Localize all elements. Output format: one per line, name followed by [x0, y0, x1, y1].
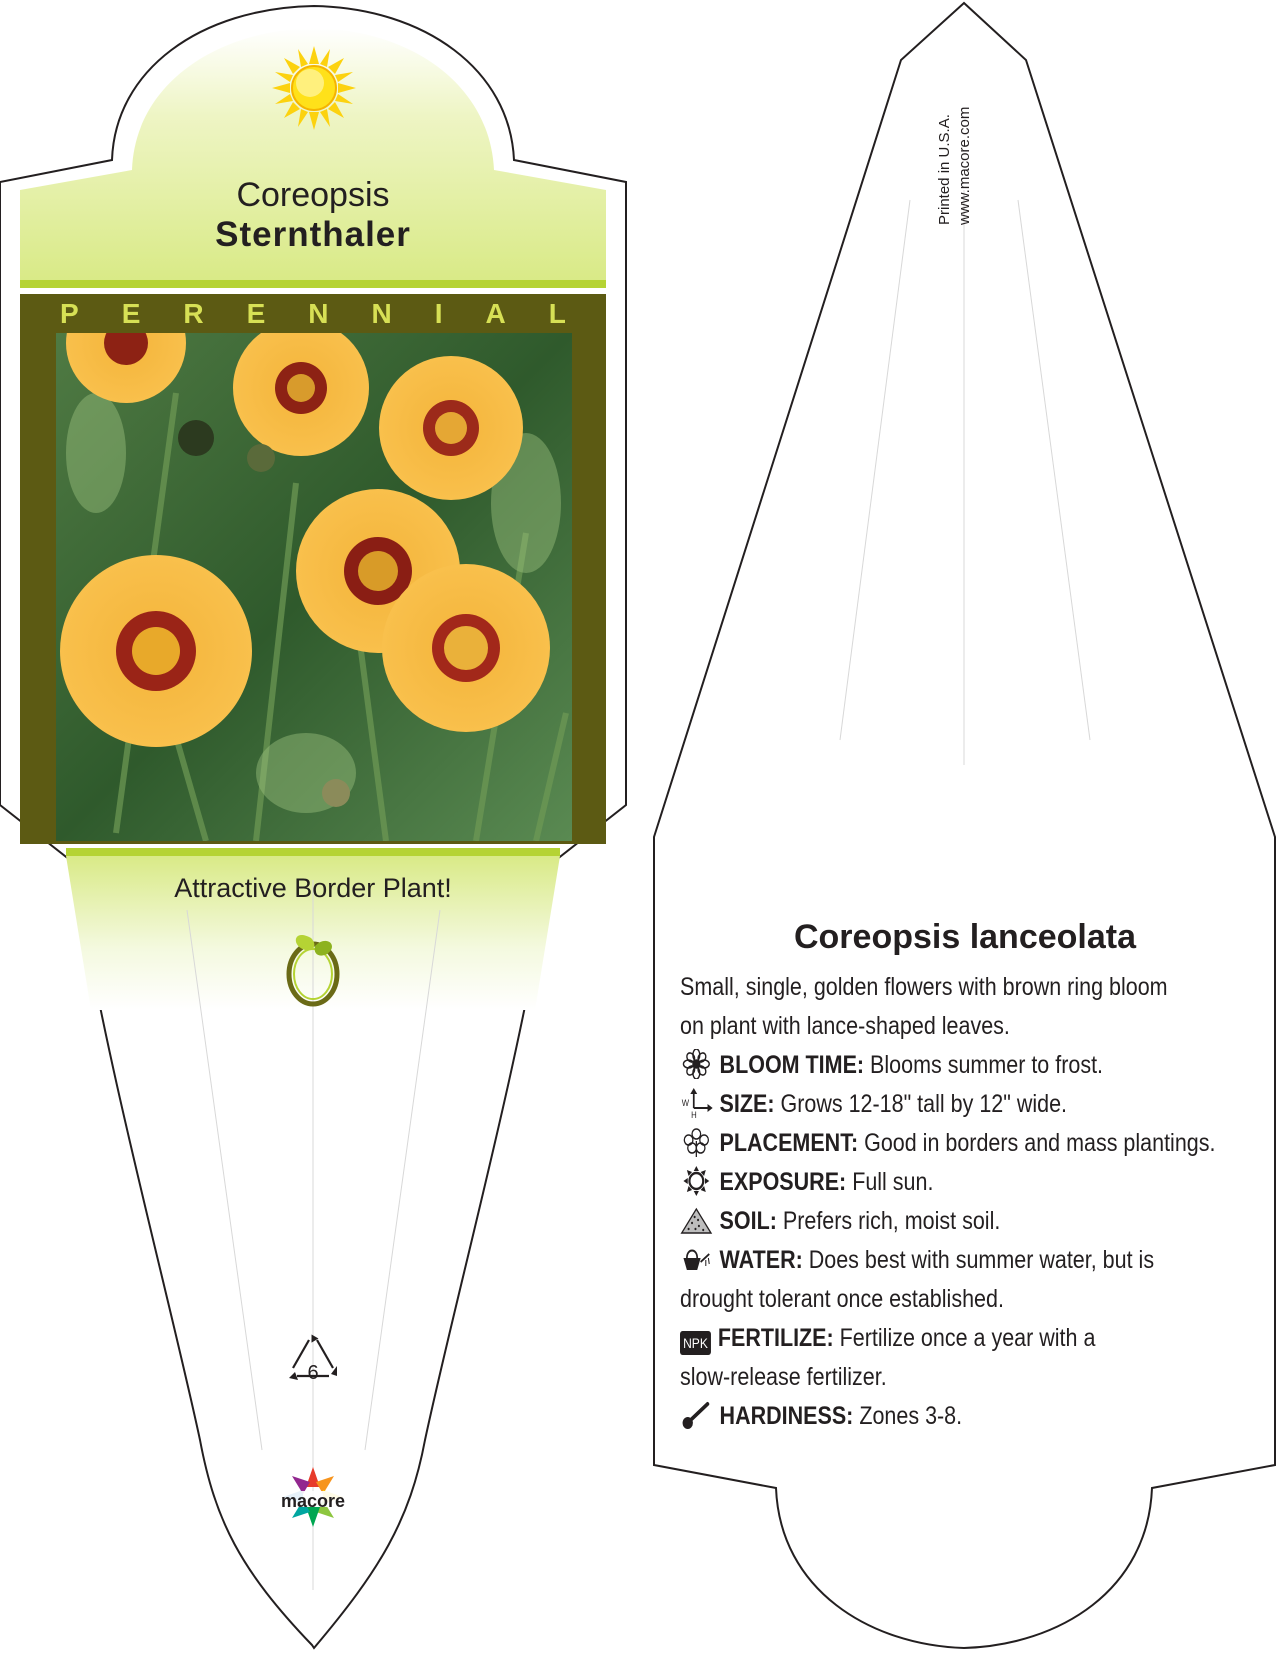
width-marker: W [681, 1097, 690, 1109]
category-label [20, 298, 606, 332]
fertilize-value: Fertilize once a year with a [839, 1324, 1096, 1352]
fertilize-row [680, 1319, 1256, 1358]
category-letter: N [308, 298, 329, 329]
plants-icon [680, 1127, 713, 1157]
printed-in-text: Printed in U.S.A. [936, 114, 953, 225]
soil-label: SOIL: [719, 1207, 777, 1235]
size-row [680, 1085, 1256, 1124]
category-letter: L [548, 298, 566, 329]
placement-label: PLACEMENT: [719, 1129, 859, 1157]
category-letter: A [485, 298, 506, 329]
fertilize-label: FERTILIZE: [717, 1324, 834, 1352]
soil-value: Prefers rich, moist soil. [782, 1207, 1001, 1235]
size-value: Grows 12-18" tall by 12" wide. [780, 1090, 1068, 1118]
species-name: Coreopsis lanceolata [793, 918, 1136, 956]
website-text: www.macore.com [956, 106, 973, 225]
bloom-time-label: BLOOM TIME: [719, 1051, 865, 1079]
height-marker: H [691, 1109, 697, 1118]
fertilize-value-continued: slow-release fertilizer. [680, 1363, 887, 1391]
water-label: WATER: [719, 1246, 803, 1274]
category-letter: I [434, 298, 443, 329]
size-label: SIZE: [719, 1090, 775, 1118]
cultivar-name: Sternthaler [215, 215, 411, 254]
bloom-time-value: Blooms summer to frost. [870, 1051, 1104, 1079]
printer-credit [935, 55, 975, 225]
hardiness-value: Zones 3-8. [859, 1402, 963, 1430]
soil-row [680, 1202, 1256, 1241]
photo-bottom-band [66, 848, 560, 856]
tagline: Attractive Border Plant! [174, 873, 452, 903]
exposure-row [680, 1163, 1256, 1202]
category-letter: R [183, 298, 204, 329]
category-letter: N [371, 298, 392, 329]
hardiness-label: HARDINESS: [719, 1402, 854, 1430]
dimensions-icon [680, 1088, 713, 1118]
care-instructions [680, 968, 1256, 1436]
flower-icon [680, 1049, 713, 1079]
soil-icon [680, 1205, 713, 1235]
category-letter: E [121, 298, 141, 329]
water-value-continued: drought tolerant once established. [680, 1285, 1004, 1313]
recycle-code: 6 [307, 1362, 319, 1384]
genus-name: Coreopsis [236, 176, 390, 214]
exposure-label: EXPOSURE: [719, 1168, 847, 1196]
hardiness-row [680, 1397, 1256, 1436]
watering-can-icon [680, 1244, 713, 1274]
sun-icon [272, 46, 356, 130]
placement-row [680, 1124, 1256, 1163]
bloom-time-row [680, 1046, 1256, 1085]
category-letter: P [60, 298, 79, 329]
exposure-value: Full sun. [852, 1168, 934, 1196]
water-value: Does best with summer water, but is [808, 1246, 1155, 1274]
sun-exposure-icon [680, 1166, 713, 1196]
macore-logo-text: macore [280, 1491, 346, 1511]
description-line: Small, single, golden flowers with brown ring bloom [680, 973, 1168, 1001]
header-divider-band [20, 280, 606, 288]
flower-photo [56, 333, 572, 841]
category-letter: E [246, 298, 266, 329]
water-row [680, 1241, 1256, 1280]
thermometer-icon [680, 1400, 713, 1430]
npk-icon: NPK [680, 1331, 711, 1355]
description-line: on plant with lance-shaped leaves. [680, 1012, 1010, 1040]
placement-value: Good in borders and mass plantings. [864, 1129, 1216, 1157]
